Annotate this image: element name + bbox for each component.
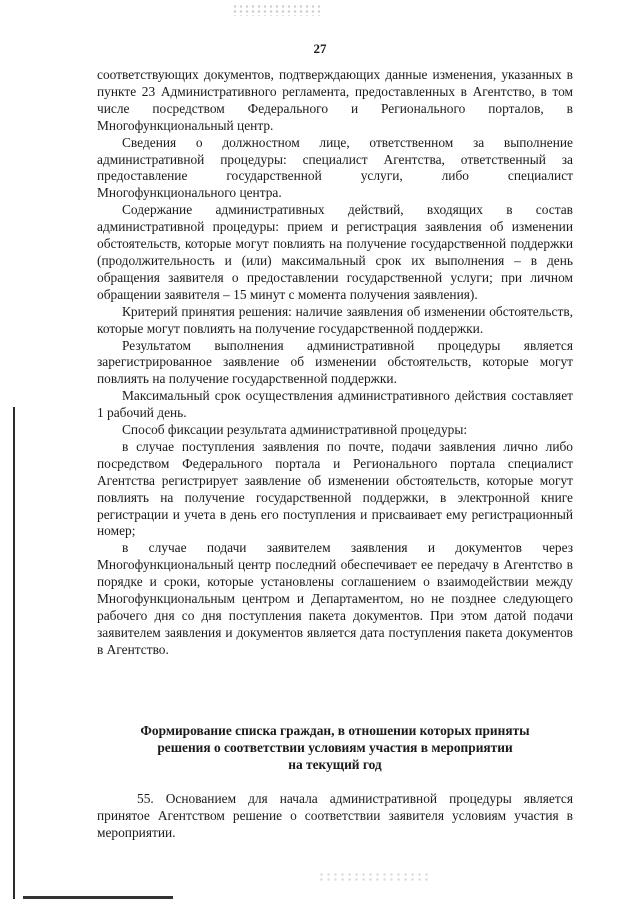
paragraph: Результатом выполнения административной процедуры является зарегистрированное заявление об изменении обстоятельств, которые могут повлиять на получение государственной поддержки. [97,337,573,387]
section-heading [97,722,573,773]
body-text [97,67,573,659]
paragraph: соответствующих документов, подтверждающих данные изменения, указанных в пункте 23 Административного регламента, предоставленных в Агентство, в том числе посредством Федерального и Регионального порталов, в Многофункциональный центр. [97,67,573,133]
scan-edge-left [13,407,15,899]
page-number: 27 [313,41,327,56]
paragraph: Содержание административных действий, входящих в состав административной процедуры: прием и регистрация заявления об изменении обстоятельств, которые могут повлиять на получение государственной поддержки (продолжительность и (или) максимальный срок их выполнения – в день обращения заявителя о предоставлении государственной услуги; при личном обращении заявителя – 15 минут с момента получения заявления). [97,202,573,302]
scan-noise-bottom [318,872,428,882]
scan-noise-top [232,4,322,16]
final-section [97,791,573,842]
paragraph: в случае поступления заявления по почте, подачи заявления лично либо посредством Федерального портала и Регионального портала специалист Агентства регистрирует заявление об изменении обстоятельств, которые могут повлиять на получение государственной поддержки, в электронной книге регистрации и учета в день его поступления и присваивает ему регистрационный номер; [97,438,573,539]
paragraph: Максимальный срок осуществления административного действия составляет 1 рабочий день. [97,388,573,421]
paragraph: в случае подачи заявителем заявления и документов через Многофункциональный центр последний обеспечивает ее передачу в Агентство в порядке и сроки, которые установлены соглашением о взаимодействии между Многофункциональным центром и Департаментом, но не позднее следующего рабочего дня со дня поступления пакета документов. При этом датой подачи заявителем заявления и документов является дата поступления пакета документов в Агентство. [97,540,573,657]
heading-line: решения о соответствии условиям участия в мероприятии [157,740,513,755]
heading-line: на текущий год [288,757,382,772]
heading-line: Формирование списка граждан, в отношении которых приняты [140,723,530,738]
paragraph: Сведения о должностном лице, ответственном за выполнение административной процедуры: специалист Агентства, ответственный за предоставление государственной услуги, либо специалист Многофункционального центра. [97,134,573,201]
scan-edge-bottom [23,896,173,899]
paragraph: Способ фиксации результата административной процедуры: [122,422,468,438]
paragraph: Критерий принятия решения: наличие заявления об изменении обстоятельств, которые могут повлиять на получение государственной поддержки. [97,303,573,336]
paragraph-55: 55. Основанием для начала административной процедуры является принятое Агентством решение о соответствии заявителя условиям участия в мероприятии. [97,791,573,840]
